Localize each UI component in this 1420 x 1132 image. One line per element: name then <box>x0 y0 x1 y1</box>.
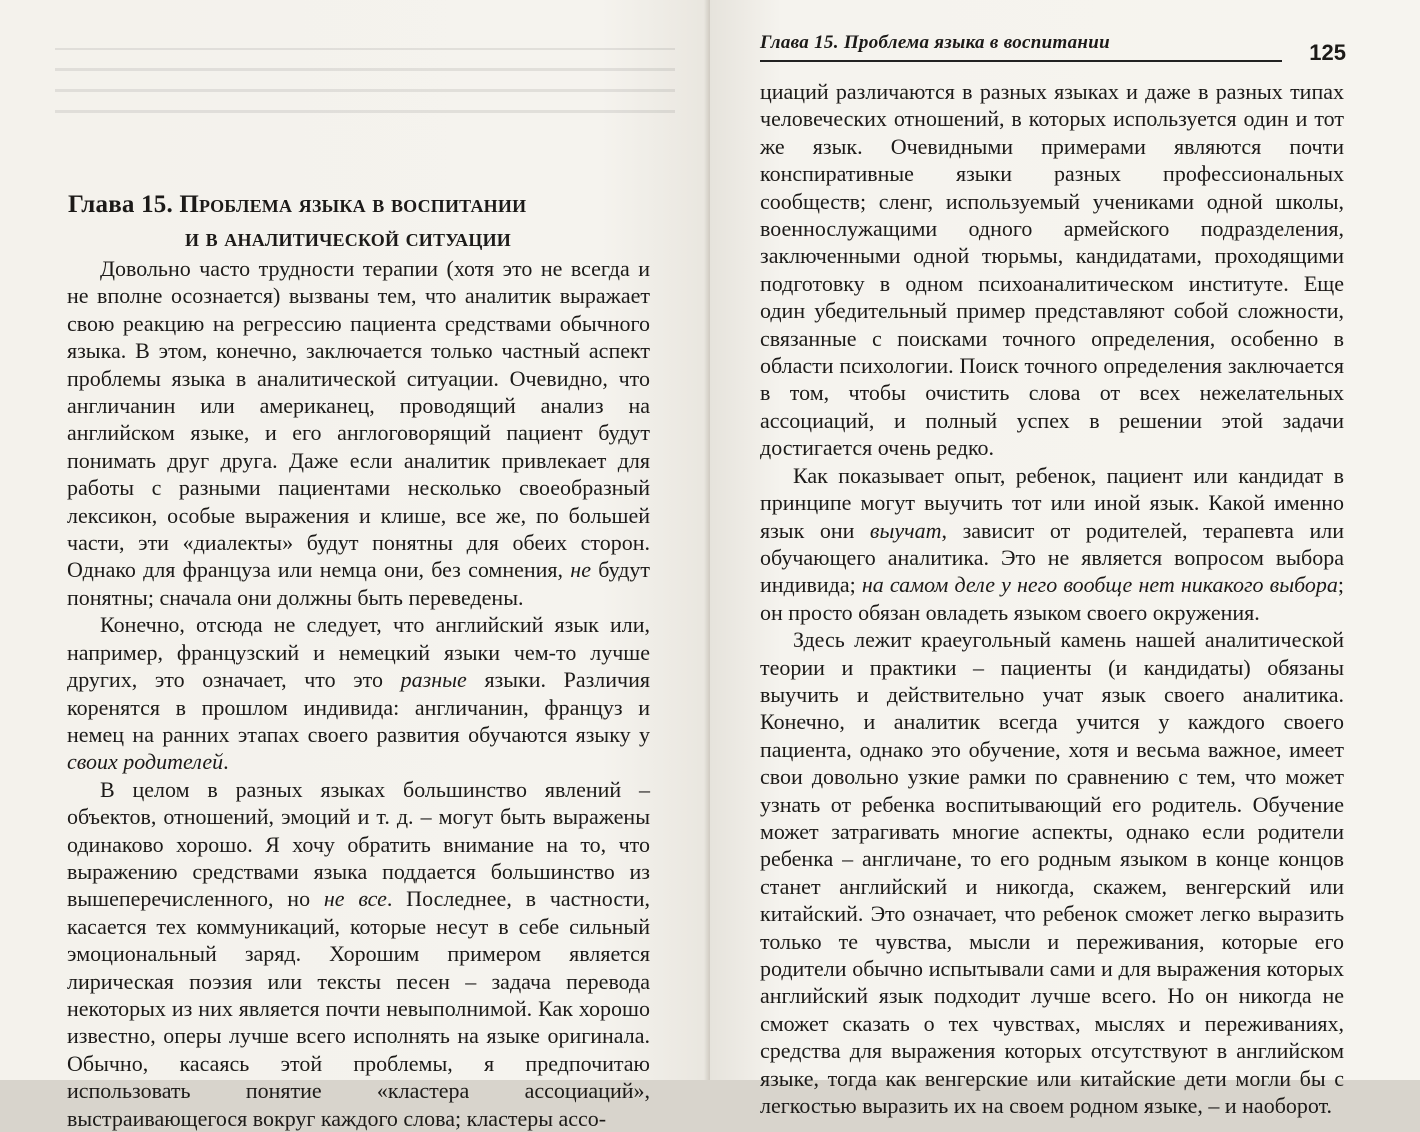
left-page <box>0 0 708 1131</box>
paragraph: циаций различаются в разных языках и даже в разных типах человеческих отношений, в которых используется один и тот же язык. Очевидными примерами являются почти конспиративные языки разных профессиональных сообществ; сленг, используемый учениками одной школы, военнослужащими одного армейского подразделения, заключенными одной тюрьмы, кандидатами, проходящими подготовку в одном психоаналитическом институте. Еще один убедительный пример представляют собой сложности, связанные с поисками точного определения, особенно в области психологии. Поиск точного определения заключается в том, чтобы очистить слова от всех нежелательных ассоциаций, и полный успех в решении этой задачи достигается очень редко. <box>760 79 1344 461</box>
page-number: 125 <box>1309 40 1346 65</box>
running-head-title: Глава 15. Проблема языка в воспитании <box>760 32 1110 53</box>
chapter-title-line2: и в аналитической ситуации <box>185 225 511 252</box>
chapter-title <box>68 188 628 256</box>
chapter-number: Глава 15. <box>68 191 173 218</box>
paragraph: Конечно, отсюда не следует, что английский язык или, например, французский и немецкий языки чем-то лучше других, это означает, что это разные языки. Различия коренятся в прошлом индивида: англичанин, француз и немец на ранних этапах своего развития обучаются языку у своих родителей. <box>67 612 651 775</box>
right-page-body <box>760 78 1344 1119</box>
chapter-title-line1: Проблема языка в воспитании <box>179 191 527 218</box>
left-page-body <box>67 255 650 1132</box>
paragraph: Здесь лежит краеугольный камень нашей аналитической теории и практики – пациенты (и кандидаты) обязаны выучить и действительно учат язык своего аналитика. Конечно, и аналитик всегда учится у каждого своего пациента, однако это обучение, хотя и весьма важное, имеет свои довольно узкие рамки по сравнению с тем, что может узнать от ребенка воспитывающий его родитель. Обучение может затрагивать многие аспекты, однако если родители ребенка – англичане, то его родным языком в конце концов станет английский и никогда, скажем, венгерский или китайский. Это означает, что ребенок сможет легко выразить только те чувства, мысли и переживания, которые его родители обычно испытывали сами и для выражения которых английский язык подходит лучше всего. Но он никогда не сможет сказать о тех чувствах, мыслях и переживаниях, средства для выражения которых отсутствуют в английском языке, тогда как венгерские или китайские дети могли бы с легкостью выразить их на своем родном языке, – и наоборот. <box>760 627 1344 1119</box>
paragraph: Как показывает опыт, ребенок, пациент или кандидат в принципе могут выучить тот или иной язык. Какой именно язык они выучат, зависит от родителей, терапевта или обучающего аналитика. Это не является вопросом выбора индивида; на самом деле у него вообще нет никакого выбора; он просто обязан овладеть языком своего окружения. <box>760 462 1345 625</box>
running-head <box>760 32 1346 72</box>
bleed-through-text <box>55 40 675 160</box>
paragraph: В целом в разных языках большинство явлений – объектов, отношений, эмоций и т. д. – могут быть выражены одинаково хорошо. Я хочу обратить внимание на то, что выражению средствами языка поддается большинство из вышеперечисленного, но не все. Последнее, в частности, касается тех коммуникаций, которые несут в себе сильный эмоциональный заряд. Хорошим примером является лирическая поэзия или тексты песен – задача перевода некоторых из них является почти невыполнимой. Как хорошо известно, оперы лучше всего исполнять на языке оригинала. Обычно, касаясь этой проблемы, я предпочитаю использовать понятие «кластера ассоциаций», выстраивающегося вокруг каждого слова; кластеры ассо- <box>67 776 650 1131</box>
paragraph: Довольно часто трудности терапии (хотя это не всегда и не вполне осознается) вызваны тем, что аналитик выражает свою реакцию на регрессию пациента средствами обычного языка. В этом, конечно, заключается только частный аспект проблемы языка в аналитической ситуации. Очевидно, что англичанин или американец, проводящий анализ на английском языке, и его англоговорящий пациент будут понимать друг друга. Даже если аналитик привлекает для работы с разными пациентами несколько своеобразный лексикон, особые выражения и клише, все же, по большей части, эти «диалекты» будут понятны для обеих сторон. Однако для француза или немца они, без сомнения, не будут понятны; сначала они должны быть переведены. <box>67 256 651 610</box>
running-head-rule <box>760 60 1282 62</box>
